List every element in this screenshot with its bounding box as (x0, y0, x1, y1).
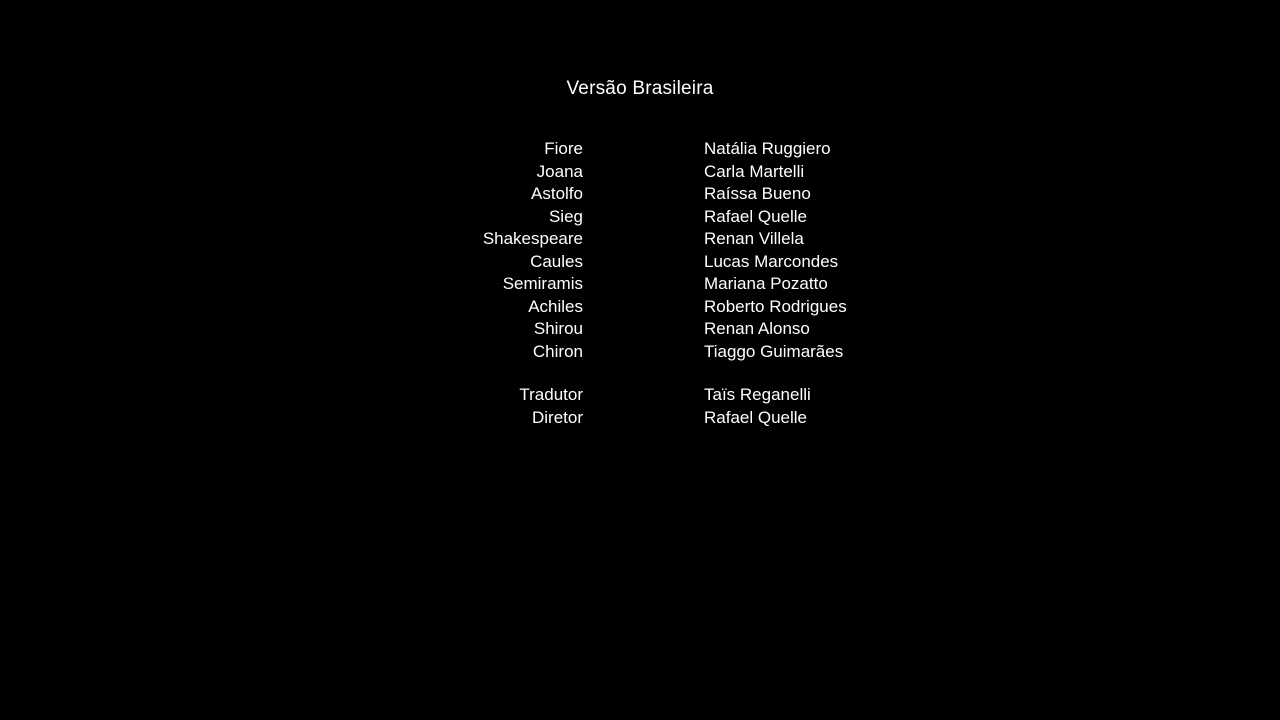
credit-role: Astolfo (531, 184, 583, 203)
credit-role: Diretor (531, 407, 583, 427)
credit-row (400, 273, 880, 296)
credit-person: Taïs Reganelli (704, 385, 811, 404)
credit-row (400, 138, 880, 161)
credit-row (400, 251, 880, 274)
staff-credits-block (400, 384, 880, 429)
credit-row (400, 161, 880, 184)
credit-row (400, 318, 880, 341)
credit-row (400, 341, 880, 364)
credit-role: Sieg (548, 206, 583, 226)
credits-title: Versão Brasileira (566, 78, 714, 99)
credit-row (400, 296, 880, 319)
credit-row (400, 384, 880, 407)
credit-person: Natália Ruggiero (704, 139, 831, 158)
credit-role: Caules (530, 251, 583, 271)
credit-person: Raíssa Bueno (704, 184, 811, 203)
credit-person: Lucas Marcondes (704, 251, 839, 271)
credit-role: Shakespeare (482, 229, 583, 248)
credit-role: Chiron (532, 341, 583, 361)
credit-row (400, 183, 880, 206)
credit-row (400, 407, 880, 430)
cast-credits-block (400, 138, 880, 363)
credit-row (400, 206, 880, 229)
credit-role: Achiles (528, 296, 583, 316)
credit-row (400, 228, 880, 251)
credit-person: Renan Villela (704, 229, 804, 248)
credit-person: Rafael Quelle (704, 206, 808, 226)
credit-role: Shirou (533, 319, 583, 338)
credit-person: Renan Alonso (704, 319, 810, 338)
credit-person: Tiaggo Guimarães (704, 341, 844, 361)
credit-role: Tradutor (519, 385, 583, 404)
credit-person: Roberto Rodrigues (704, 296, 847, 316)
credit-role: Joana (536, 161, 583, 181)
credit-person: Rafael Quelle (704, 407, 808, 427)
credit-person: Mariana Pozatto (704, 274, 828, 293)
credit-person: Carla Martelli (704, 161, 805, 181)
credit-role: Semiramis (502, 274, 583, 293)
credit-role: Fiore (544, 139, 583, 158)
